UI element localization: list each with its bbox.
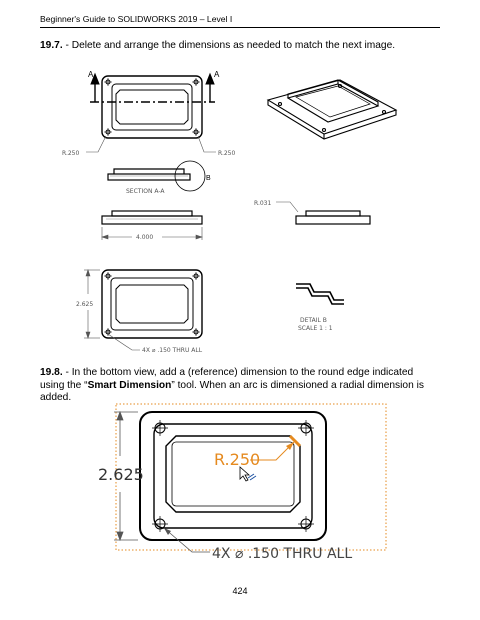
bottom-view-large [80, 400, 400, 575]
hole-icon [104, 328, 112, 336]
step-text: - Delete and arrange the dimensions as needed to match the next image. [62, 40, 396, 51]
detail-scale: SCALE 1 : 1 [298, 325, 333, 332]
detail-label: DETAIL B [300, 317, 327, 324]
isometric-view [268, 80, 396, 139]
step-number: 19.8. [40, 367, 63, 378]
detail-marker: B [206, 175, 211, 182]
step-number: 19.7. [40, 40, 63, 51]
hole-icon [104, 128, 112, 136]
drawing-sheet [40, 62, 440, 362]
hole-callout-large: 4X ⌀ .150 THRU ALL [212, 546, 353, 562]
side-view [296, 211, 370, 224]
step-text-b: ” tool. When an arc is dimensioned a radial dimension is added. [40, 379, 424, 403]
front-view [102, 211, 202, 224]
detail-view [296, 284, 344, 300]
section-letter-right: A [214, 70, 220, 79]
step-text-a: - In the bottom view, add a (reference) dimension to the round edge indicated using the “ [40, 367, 414, 391]
radius-label-small: R.031 [254, 200, 272, 207]
step-19-7 [40, 40, 440, 53]
page-header: Beginner's Guide to SOLIDWORKS 2019 – Level I [40, 14, 440, 28]
hole-callout: 4X ⌀ .150 THRU ALL [142, 347, 203, 354]
section-label: SECTION A-A [126, 188, 165, 195]
hole-icon [104, 272, 112, 280]
hole-icon [192, 272, 200, 280]
hole-icon [192, 328, 200, 336]
hole-icon [192, 128, 200, 136]
width-dim-value: 4.000 [136, 234, 154, 241]
radius-label-right: R.250 [218, 150, 236, 157]
section-letter-left: A [88, 70, 94, 79]
radius-label-left: R.250 [62, 150, 80, 157]
bottom-view-small [102, 270, 202, 338]
height-dim-large: 2.625 [98, 465, 144, 484]
radius-dimension[interactable]: R.250 [214, 450, 261, 469]
smart-dimension-cursor-icon [240, 467, 256, 481]
top-view [102, 76, 202, 138]
hole-icon [104, 78, 112, 86]
page-number: 424 [232, 586, 248, 596]
step-19-8 [40, 367, 440, 405]
tool-name: Smart Dimension [87, 379, 172, 391]
section-view [108, 169, 190, 180]
height-dim-value: 2.625 [76, 301, 94, 308]
hole-icon [192, 78, 200, 86]
